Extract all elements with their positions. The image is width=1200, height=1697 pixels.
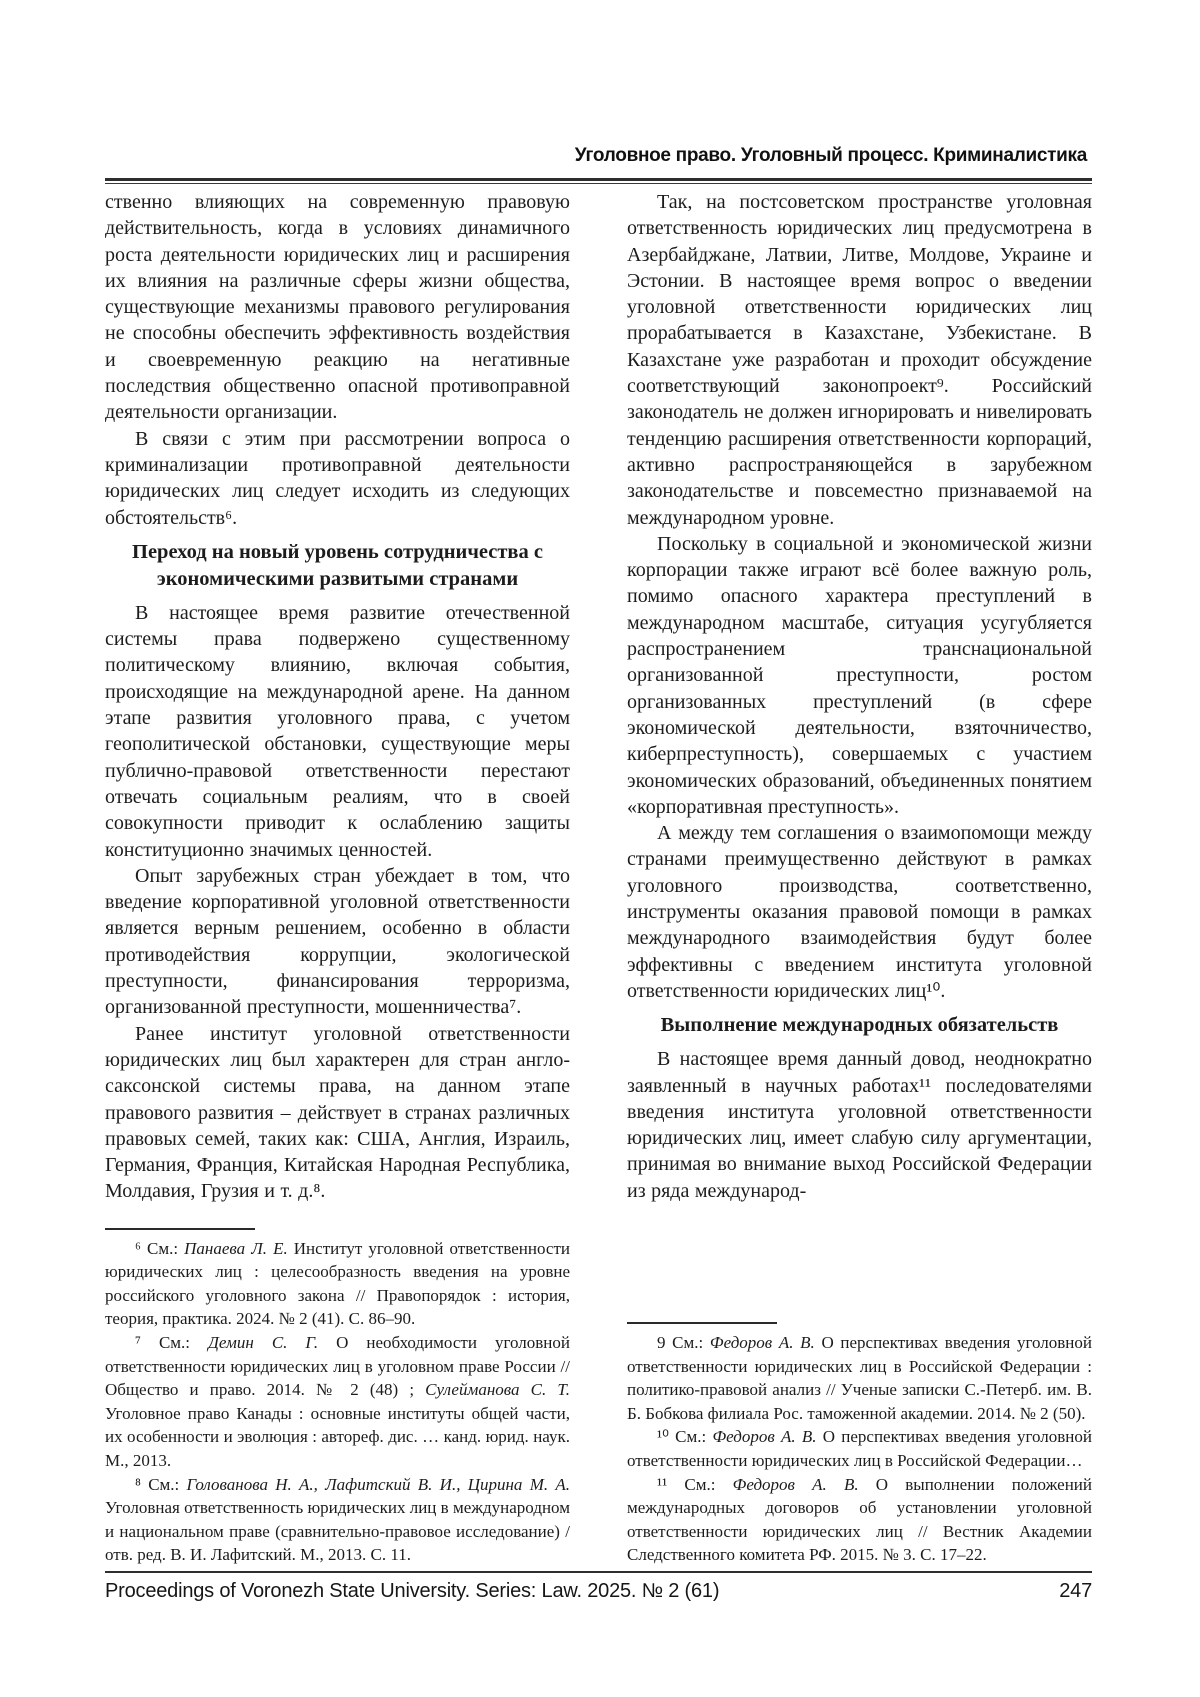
footnote-marker: ⁶ См.: xyxy=(135,1238,185,1258)
paragraph: Ранее институт уголовной ответственности юридических лиц был характерен для стран англо-саксонской системы права, на данном этапе правового развития – действует в странах различных правовых семей, таких как: США, Англия, Израиль, Германия, Франция, Китайская Народная Республика, Молдавия, Грузия и т. д.⁸. xyxy=(105,1022,570,1203)
footnote-author: Панаева Л. Е. xyxy=(184,1238,288,1258)
footnote-author: Сулейманова С. Т. xyxy=(425,1380,570,1400)
footnote-author: Федоров А. В. xyxy=(732,1474,859,1494)
right-column xyxy=(627,189,1092,1567)
footer-rule xyxy=(105,1571,1092,1573)
footnote-marker: ¹¹ См.: xyxy=(657,1474,733,1494)
footnote-10 xyxy=(627,1425,1092,1472)
footnote-author: Федоров А. В. xyxy=(709,1333,815,1353)
footnote-text: О необходимости уголовной ответственности юридических лиц в уголовном праве России // Общество и право. 2014. № 2 (48) ; xyxy=(105,1333,570,1400)
footnote-text: Уголовная ответственность юридических лиц в международном и национальном праве (сравнительно-правовое исследование) / отв. ред. В. И. Лафитский. М., 2013. С. 11. xyxy=(105,1498,570,1565)
footnote-text: О перспективах введения уголовной ответственности юридических лиц в Российской Федерации… xyxy=(627,1427,1092,1471)
section-heading-cooperation: Переход на новый уровень сотрудничества с экономическими развитыми странами xyxy=(132,540,543,590)
left-footnotes xyxy=(105,1228,570,1567)
footnote-author: Демин С. Г. xyxy=(208,1333,319,1353)
section-heading-obligations: Выполнение международных обязательств xyxy=(660,1014,1059,1037)
footnote-7 xyxy=(105,1331,570,1473)
footnote-text: Институт уголовной ответственности юридических лиц : целесообразность введения на уровне российского уголовного закона // Правопорядок : история, теория, практика. 2024. № 2 (41). С. 86–90. xyxy=(105,1238,570,1329)
paragraph: В связи с этим при рассмотрении вопроса о криминализации противоправной деятельности юридических лиц следует исходить из следующих обстоятельств⁶. xyxy=(105,427,570,529)
footnote-marker: ¹⁰ См.: xyxy=(657,1427,713,1447)
paragraph: Так, на постсоветском пространстве уголовная ответственность юридических лиц предусмотрена в Азербайджане, Латвии, Литве, Молдове, Украине и Эстонии. В настоящее время вопрос о введении уголовной ответственности юридических лиц прорабатывается в Казахстане, Узбекистане. В Казахстане уже разработан и проходит обсуждение соответствующий законопроект⁹. Российский законодатель не должен игнорировать и нивелировать тенденцию расширения ответственности корпораций, активно распространяющейся в зарубежном законодательстве и повсеместно признаваемой на международном уровне. xyxy=(627,191,1092,529)
paragraph: А между тем соглашения о взаимопомощи между странами преимущественно действуют в рамках уголовного производства, соответственно, инструменты оказания правовой помощи в рамках международного взаимодействия будут более эффективны с введением института уголовной ответственности юридических лиц¹⁰. xyxy=(627,822,1092,1002)
footer-rule-thick xyxy=(105,1571,1092,1573)
footnote-author: Федоров А. В. xyxy=(712,1427,817,1447)
journal-imprint: Proceedings of Voronezh State University. Series: Law. 2025. № 2 (61) xyxy=(105,1580,720,1602)
two-column-text xyxy=(105,189,1092,1567)
page-number: 247 xyxy=(1059,1580,1092,1602)
footnote-11 xyxy=(627,1473,1092,1567)
footnote-separator xyxy=(105,1228,255,1230)
header-rule-thin xyxy=(105,183,1092,184)
left-column xyxy=(105,189,570,1567)
footnote-8 xyxy=(105,1473,570,1567)
running-head: Уголовное право. Уголовный процесс. Криминалистика xyxy=(574,145,1087,166)
header-rule-thick xyxy=(105,178,1092,181)
footnote-marker: 9 См.: xyxy=(657,1333,710,1353)
paragraph: В настоящее время данный довод, неоднократно заявленный в научных работах¹¹ последователями введения института уголовной ответственности юридических лиц, имеет слабую силу аргументации, принимая во внимание выход Российской Федерации из ряда международ- xyxy=(627,1048,1092,1202)
paragraph: Опыт зарубежных стран убеждает в том, что введение корпоративной уголовной ответственности является верным решением, особенно в области противодействия коррупции, экологической преступности, финансирования терроризма, организованной преступности, мошенничества⁷. xyxy=(105,864,570,1019)
footnote-6 xyxy=(105,1237,570,1331)
footnote-text: О перспективах введения уголовной ответственности юридических лиц в Российской Федерации : политико-правовой анализ // Ученые записки С.-Петерб. им. В. Б. Бобкова филиала Рос. таможенной академии. 2014. № 2 (50). xyxy=(627,1333,1092,1423)
header-rule xyxy=(105,178,1092,184)
footnote-text: Уголовное право Канады : основные институты общей части, их особенности и эволюция : автореф. дис. … канд. юрид. наук. М., 2013. xyxy=(105,1403,570,1471)
paragraph: В настоящее время развитие отечественной системы права подвержено существенному политическому влиянию, включая события, происходящие на международной арене. На данном этапе развития уголовного права, с учетом геополитической обстановки, существующие меры публично-правовой ответственности перестают отвечать социальным реалиям, что в своей совокупности приводит к ослаблению защиты конституционно значимых ценностей. xyxy=(105,601,570,861)
right-footnotes xyxy=(627,1322,1092,1567)
footnote-author: Голованова Н. А., Лафитский В. И., Цирина М. А. xyxy=(186,1474,571,1494)
footnote-separator xyxy=(627,1322,777,1324)
paragraph: Поскольку в социальной и экономической жизни корпорации также играют всё более важную роль, помимо опасного характера преступлений в международном масштабе, ситуация усугубляется распространением транснациональной организованной преступности, ростом организованных преступлений (в сфере экономической деятельности, взяточничество, киберпреступность), совершаемых с участием экономических образований, объединенных понятием «корпоративная преступность». xyxy=(627,532,1092,818)
footnote-marker: ⁸ См.: xyxy=(135,1474,187,1494)
paragraph-continuation: ственно влияющих на современную правовую действительность, когда в условиях динамичного роста деятельности юридических лиц и расширения их влияния на различные сферы жизни общества, существующие механизмы правового регулирования не способны обеспечить эффективность воздействия и своевременную реакцию на негативные последствия общественно опасной противоправной деятельности организации. xyxy=(105,191,570,424)
footnote-marker: ⁷ См.: xyxy=(135,1333,209,1353)
footnote-9 xyxy=(627,1331,1092,1425)
footnote-text: О выполнении положений международных договоров об установлении уголовной ответственности юридических лиц // Вестник Академии Следственного комитета РФ. 2015. № 3. С. 17–22. xyxy=(627,1474,1092,1565)
page-footer xyxy=(105,1580,1092,1603)
